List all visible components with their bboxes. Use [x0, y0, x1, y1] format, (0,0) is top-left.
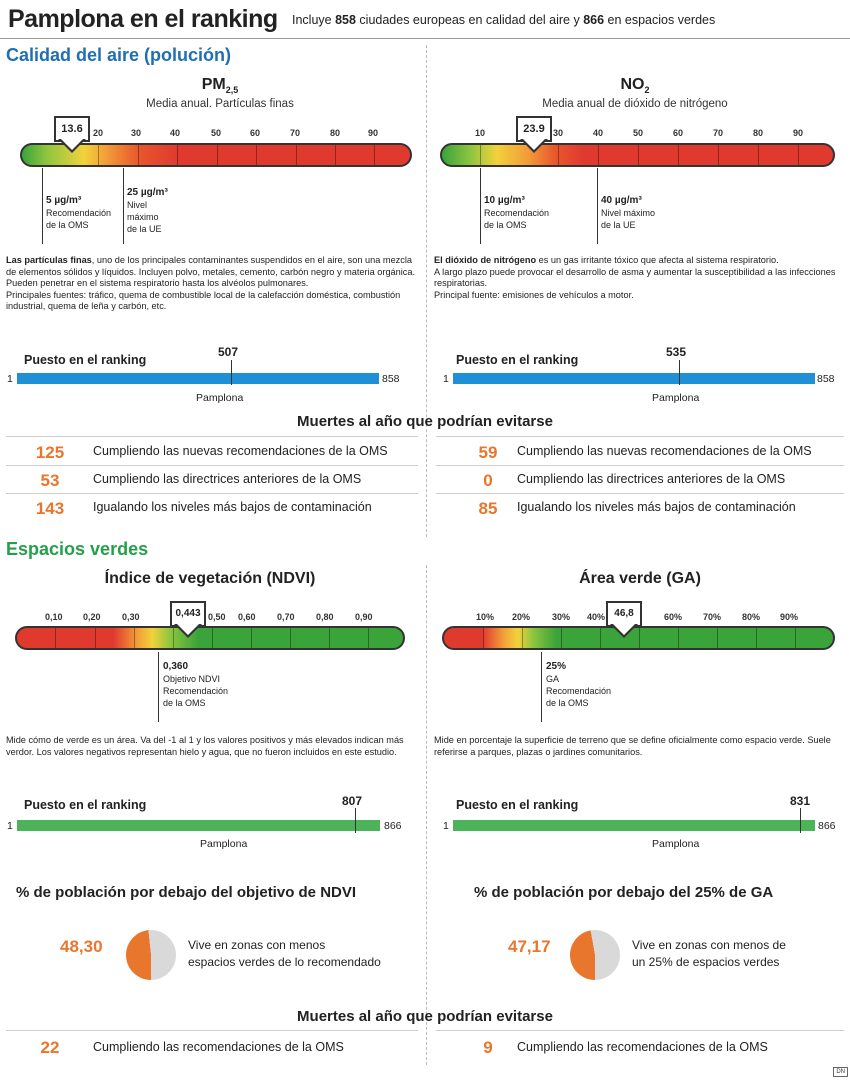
- no2-scale-bar: [440, 143, 835, 167]
- ga-ref-line: [541, 652, 542, 722]
- publisher-logo: DN: [833, 1067, 848, 1077]
- ga-title: Área verde (GA): [579, 570, 701, 587]
- no2-ref-line-ue: [597, 168, 598, 244]
- page-title: Pamplona en el ranking: [8, 5, 278, 33]
- ga-pie-chart: [570, 930, 620, 980]
- ndvi-rank-marker: [355, 808, 356, 833]
- ndvi-ref-line: [158, 652, 159, 722]
- ga-value-marker: 46,8: [606, 601, 642, 639]
- ndvi-rank-position: 807: [342, 794, 363, 808]
- pm-ticks: 20 30 40 50 60 70 80 90: [93, 128, 379, 138]
- page-subtitle: Incluye 858 ciudades europeas en calidad del aire y 866 en espacios verdes: [292, 13, 716, 27]
- ga-rank-bar: [453, 820, 815, 831]
- ndvi-description: Mide cómo de verde es un área. Va del -1 al 1 y los valores positivos y más elevados indican más verdor. Los valores negativos representan hielo y agua, que no fueron incluidos en este estudio.: [6, 735, 404, 757]
- air-death-right-0: 59: [478, 443, 498, 462]
- ndvi-rank-city: Pamplona: [200, 838, 248, 850]
- pm-desc: Media anual. Partículas finas: [146, 98, 294, 110]
- pm-value-marker: 13.6: [54, 116, 90, 154]
- air-death-left-2-text: Igualando los niveles más bajos de contaminación: [93, 500, 372, 514]
- pm-rank-city: Pamplona: [196, 392, 244, 404]
- air-death-right-1: 0: [483, 471, 493, 490]
- green-death-right: 9: [483, 1038, 493, 1057]
- air-death-left-1-text: Cumpliendo las directrices anteriores de la OMS: [93, 472, 362, 486]
- no2-rank-max: 858: [817, 373, 835, 385]
- air-death-right-0-text: Cumpliendo las nuevas recomendaciones de la OMS: [517, 444, 812, 458]
- green-deaths-title: Muertes al año que podrían evitarse: [297, 1008, 553, 1025]
- pm-rank-max: 858: [382, 373, 400, 385]
- ga-rank-label: Puesto en el ranking: [456, 798, 579, 812]
- no2-rank-bar: [453, 373, 815, 384]
- pm-rank-position: 507: [218, 345, 239, 359]
- ndvi-rank-min: 1: [7, 820, 13, 832]
- ga-rank-min: 1: [443, 820, 449, 832]
- no2-rank-min: 1: [443, 373, 449, 385]
- pm-description: Las partículas finas, uno de los principales contaminantes suspendidos en el aire, son una mezcla de elementos sólidos y líquidos. Incluyen polvo, metales, cemento, carbón negro y materia orgánica. Pueden penetrar en el sistema respiratorio hasta los alvéolos pulmonares. Principales fuentes: tráfico, quema de combustible local de la calefacción doméstica, combustión industrial, quema de leña y carbón, etc.: [6, 255, 416, 311]
- air-death-left-1: 53: [40, 471, 60, 490]
- green-death-left: 22: [40, 1038, 60, 1057]
- ndvi-scale-bar: [15, 626, 405, 650]
- pm-ref-oms: 5 µg/m³ Recomendación de la OMS: [46, 195, 112, 230]
- section-title-green: Espacios verdes: [6, 539, 149, 559]
- ndvi-ticks: 0,10 0,20 0,30 0,50 0,60 0,70 0,80 0,90: [45, 612, 373, 622]
- no2-desc: Media anual de dióxido de nitrógeno: [542, 98, 728, 110]
- no2-rank-position: 535: [666, 345, 687, 359]
- ndvi-value-marker: 0,443: [170, 601, 206, 639]
- ndvi-rank-bar: [17, 820, 380, 831]
- ndvi-rank-max: 866: [384, 820, 402, 832]
- no2-rank-marker: [679, 360, 680, 385]
- air-death-left-0: 125: [35, 443, 65, 462]
- pm-rank-min: 1: [7, 373, 13, 385]
- pm-rank-marker: [231, 360, 232, 385]
- ndvi-pie-chart: [126, 930, 176, 980]
- ga-ticks: 10% 20% 30% 40% 60% 70% 80% 90%: [476, 612, 799, 622]
- ga-rank-max: 866: [818, 820, 836, 832]
- pm-title: $PM_{2,5}$: [201, 76, 239, 96]
- air-death-right-2-text: Igualando los niveles más bajos de contaminación: [517, 500, 796, 514]
- air-death-right-2: 85: [478, 499, 498, 518]
- no2-rank-city: Pamplona: [652, 392, 700, 404]
- no2-value-marker: 23.9: [516, 116, 552, 154]
- pm-ref-line-oms: [42, 168, 43, 244]
- no2-title: $NO_2$: [620, 76, 650, 96]
- section-title-air: Calidad del aire (polución): [6, 45, 232, 65]
- pm-rank-bar: [17, 373, 379, 384]
- ga-pct-title: % de población por debajo del 25% de GA: [474, 884, 774, 901]
- pm-rank-label: Puesto en el ranking: [24, 353, 147, 367]
- no2-rank-label: Puesto en el ranking: [456, 353, 579, 367]
- no2-description: El dióxido de nitrógeno es un gas irritante tóxico que afecta al sistema respiratorio. A largo plazo puede provocar el desarrollo de asma y aumentar la susceptibilidad a las infecciones respiratorias. Principal fuente: emisiones de vehículos a motor.: [434, 255, 836, 300]
- air-death-right-1-text: Cumpliendo las directrices anteriores de la OMS: [517, 472, 786, 486]
- air-death-left-0-text: Cumpliendo las nuevas recomendaciones de la OMS: [93, 444, 388, 458]
- ndvi-ref: 0,360 Objetivo NDVI Recomendación de la OMS: [163, 661, 229, 708]
- air-death-left-2: 143: [35, 499, 65, 518]
- no2-ticks: 10 30 40 50 60 70 80 90: [475, 128, 804, 138]
- pm-ref-ue: 25 µg/m³ Nivel máximo de la UE: [127, 187, 168, 234]
- pm-ref-line-ue: [123, 168, 124, 244]
- ndvi-pct-text: Vive en zonas con menos espacios verdes de lo recomendado: [188, 938, 381, 969]
- ga-rank-city: Pamplona: [652, 838, 700, 850]
- ndvi-pct-value: 48,30: [60, 937, 103, 956]
- ndvi-title: Índice de vegetación (NDVI): [104, 570, 316, 587]
- ndvi-pct-title: % de población por debajo del objetivo de NDVI: [16, 884, 357, 901]
- no2-ref-oms: 10 µg/m³ Recomendación de la OMS: [484, 195, 550, 230]
- no2-ref-ue: 40 µg/m³ Nivel máximo de la UE: [601, 195, 656, 230]
- ga-rank-marker: [800, 808, 801, 833]
- ga-description: Mide en porcentaje la superficie de terreno que se define oficialmente como espacio verde. Suele referirse a parques, plazas o jardines comunitarios.: [434, 735, 831, 757]
- green-death-left-text: Cumpliendo las recomendaciones de la OMS: [93, 1040, 344, 1054]
- ga-rank-position: 831: [790, 794, 811, 808]
- ga-pct-text: Vive en zonas con menos de un 25% de espacios verdes: [632, 938, 786, 969]
- ga-ref: 25% GA Recomendación de la OMS: [546, 661, 612, 708]
- no2-ref-line-oms: [480, 168, 481, 244]
- ga-pct-value: 47,17: [508, 937, 551, 956]
- ndvi-rank-label: Puesto en el ranking: [24, 798, 147, 812]
- air-deaths-title: Muertes al año que podrían evitarse: [297, 413, 553, 430]
- green-death-right-text: Cumpliendo las recomendaciones de la OMS: [517, 1040, 768, 1054]
